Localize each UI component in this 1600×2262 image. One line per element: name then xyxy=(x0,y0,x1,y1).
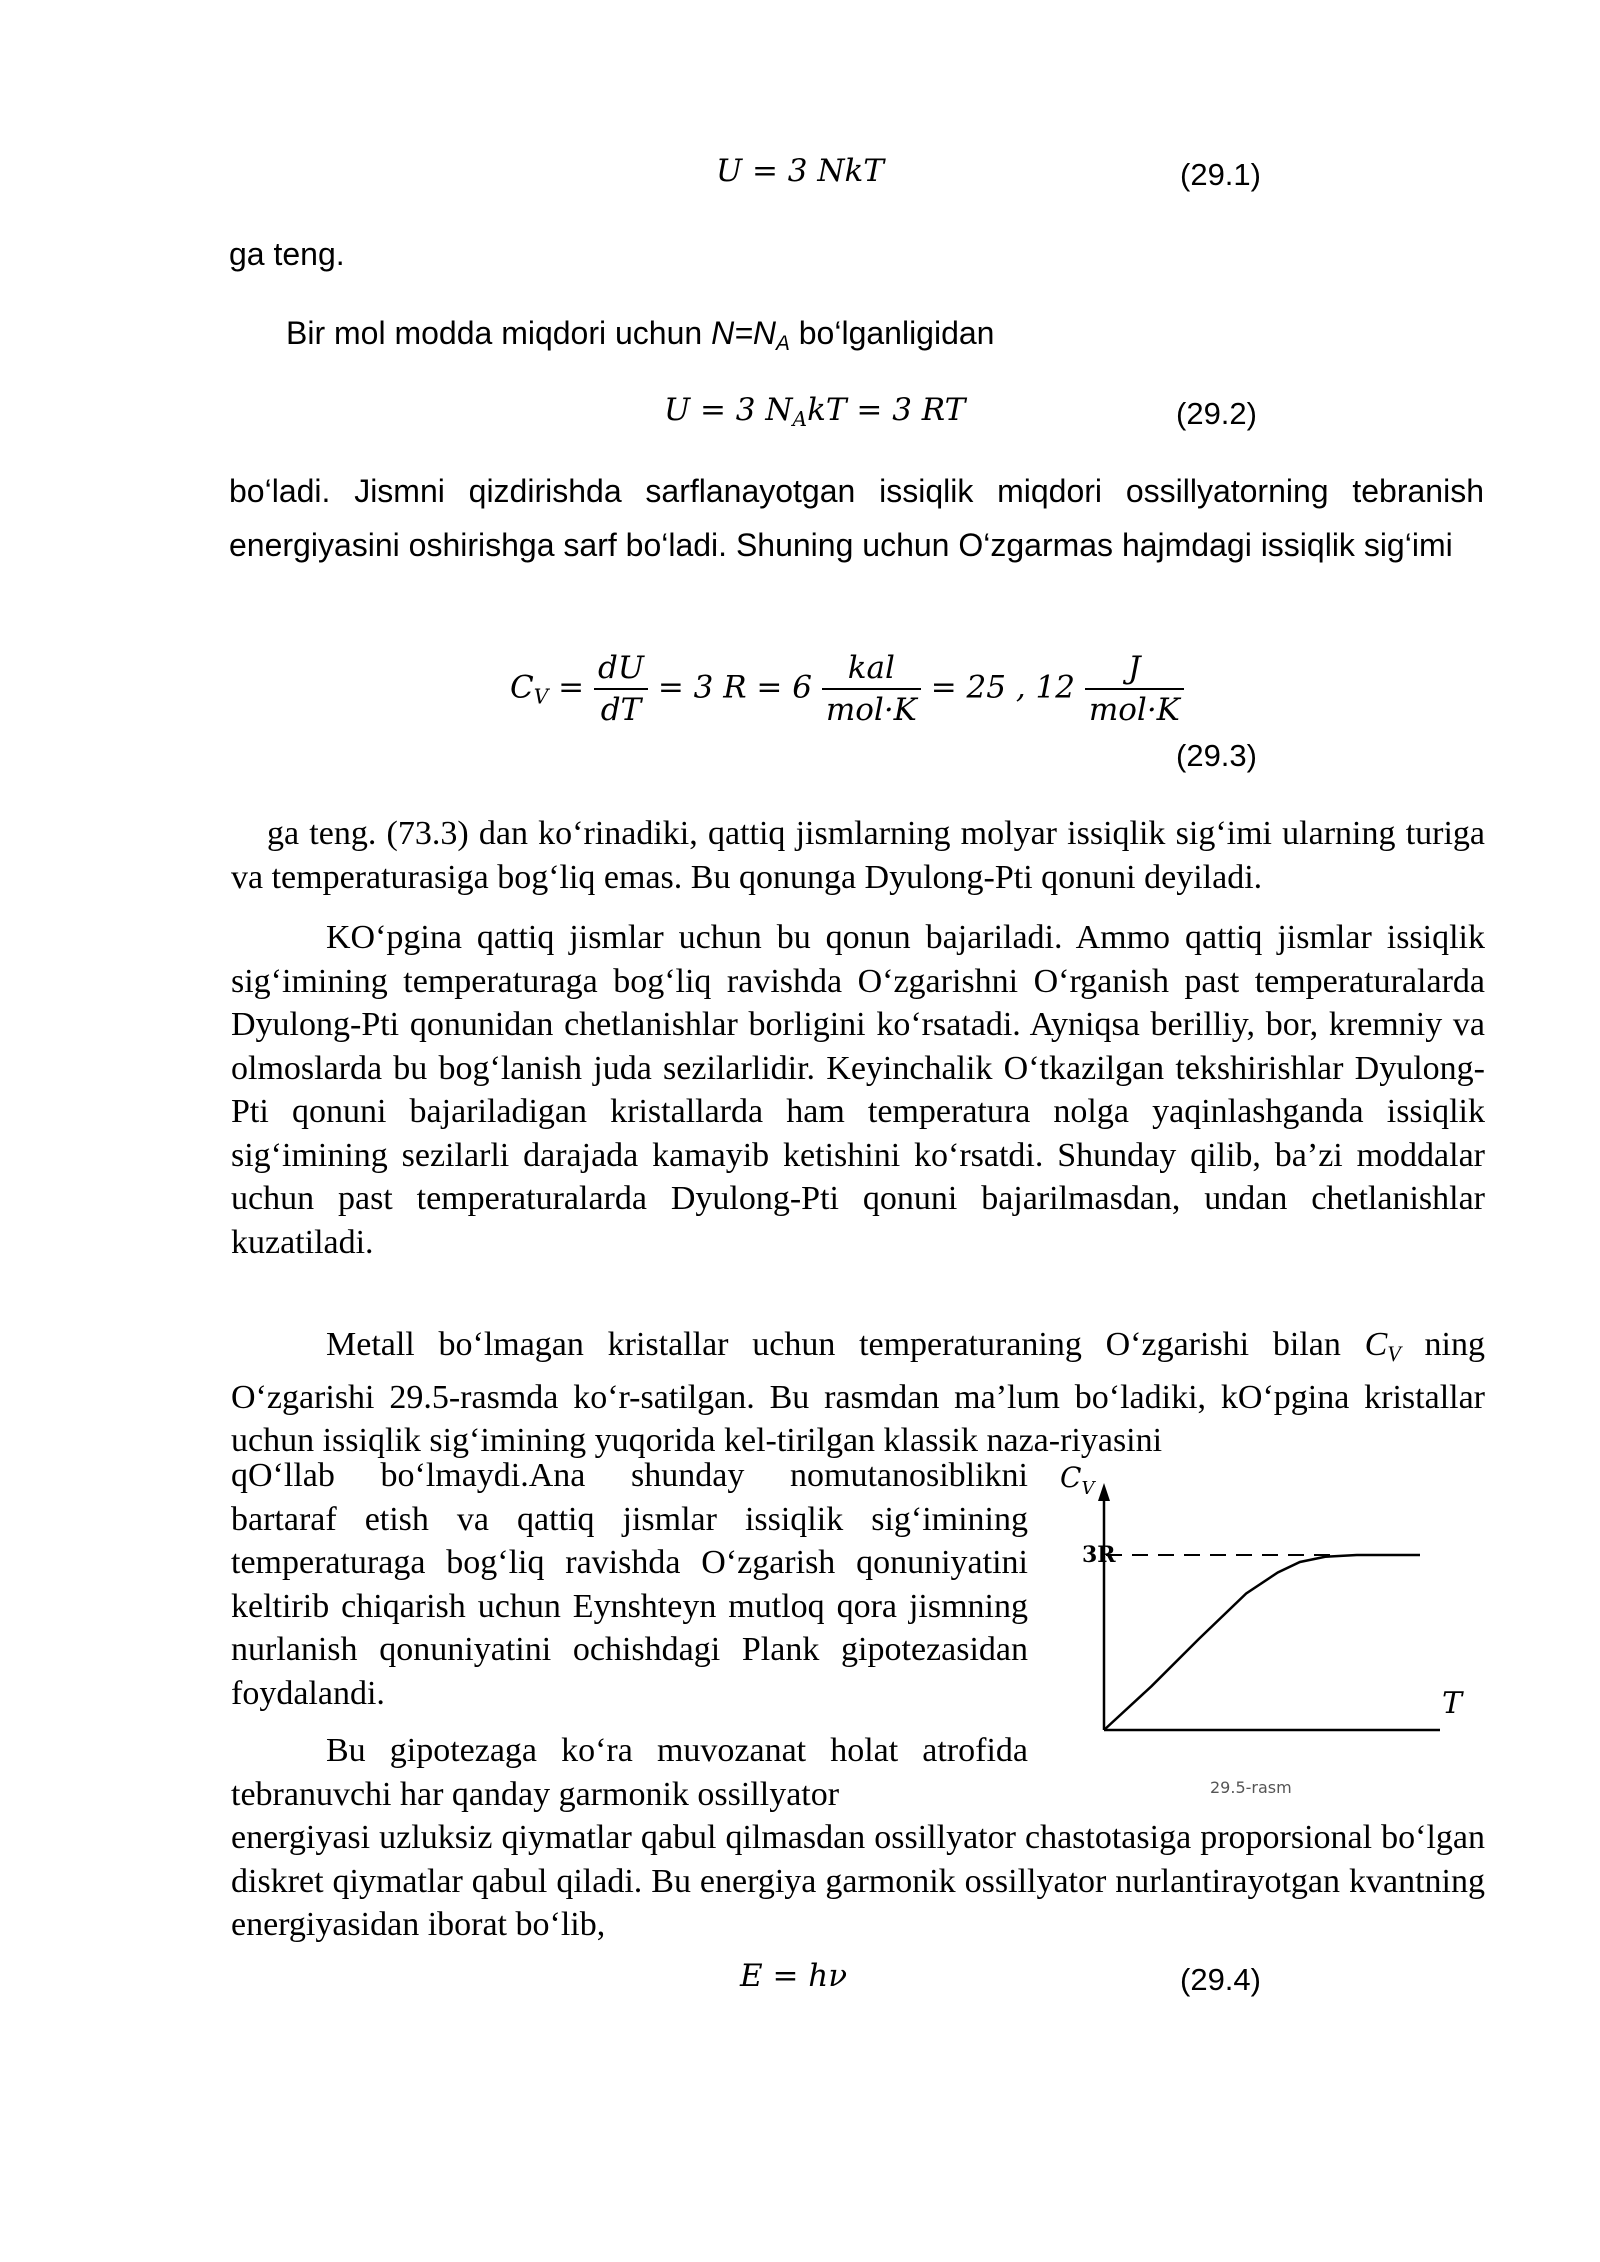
equation-29-2-part-b: kT = 3 RT xyxy=(807,392,966,428)
x-axis-label: T xyxy=(1442,1686,1463,1721)
figure-caption: 29.5-rasm xyxy=(1210,1778,1292,1797)
variable-cv: C xyxy=(1364,1326,1388,1363)
paragraph-metall-tail: ning O‘zgarishi 29.5-rasmda ko‘r-satilgan. Bu rasmdan ma’lum bo‘ladiki, kO‘pgina kristallar uchun issiqlik sig‘imining yuqorida kel-tirilgan klassik naza-riyasini xyxy=(231,1326,1485,1459)
equation-29-3-number: (29.3) xyxy=(1176,738,1257,773)
fraction-j xyxy=(1085,650,1184,728)
cv-curve xyxy=(1104,1555,1420,1730)
y-axis-arrow xyxy=(1098,1483,1110,1501)
y-axis-label xyxy=(1060,1461,1096,1499)
fraction-j-numerator: J xyxy=(1085,650,1184,690)
paragraph-metall-text: Metall bo‘lmagan kristallar uchun temperaturaning O‘zgarishi bilan xyxy=(326,1326,1365,1363)
paragraph-bir-mol xyxy=(286,306,994,371)
equation-29-3-lhs-subscript: V xyxy=(533,684,549,709)
equation-29-2-part-a: U = 3 N xyxy=(664,392,793,428)
paragraph-bir-mol-text: Bir mol modda miqdori uchun xyxy=(286,315,712,351)
paragraph-bu-gipotezaga: Bu gipotezaga ko‘ra muvozanat holat atrofida tebranuvchi har qanday garmonik ossillyator xyxy=(231,1732,1028,1813)
equation-29-2-subscript: A xyxy=(792,407,808,431)
fraction-kal xyxy=(822,650,921,728)
equation-29-2 xyxy=(664,392,965,431)
heat-capacity-figure xyxy=(1040,1455,1463,1800)
y-axis-label-sub: V xyxy=(1081,1478,1095,1499)
variable-n: N=N xyxy=(711,315,776,351)
equation-29-3-lhs: C xyxy=(510,669,534,706)
paragraph-ga-teng-73: ga teng. (73.3) dan ko‘rinadiki, qattiq jismlarning molyar issiqlik sig‘imi ularning turiga va temperaturasiga bog‘liq emas. Bu qonunga Dyulong-Pti qonuni deyiladi. xyxy=(231,815,1485,896)
equation-29-3-mid1: = 3 R = 6 xyxy=(657,669,812,706)
paragraph-qollab: qO‘llab bo‘lmaydi.Ana shunday nomutanosiblikni bartaraf etish va qattiq jismlar issiqlik sig‘imining temperaturaga bog‘liq ravishda O‘zgarish qonuniyatini keltirib chiqarish uchun Eynshteyn mutloq qora jismning nurlanish qonuniyatini ochishdagi Plank gipotezasidan foydalandi. xyxy=(231,1457,1028,1712)
variable-n-subscript: A xyxy=(775,332,790,355)
equation-29-1 xyxy=(716,153,884,189)
equation-29-3-equals: = xyxy=(558,669,585,706)
paragraph-kopgina: KO‘pgina qattiq jismlar uchun bu qonun bajariladi. Ammo qattiq jismlar issiqlik sig‘imining temperaturaga bog‘liq ravishda O‘zgarishni O‘rganish past temperaturalarda Dyulong-Pti qonunidan chetlanishlar borligini ko‘rsatadi. Ayniqsa berilliy, bor, kremniy va olmoslarda bu bog‘lanish juda sezilarlidir. Keyinchalik O‘tkazilgan tekshirishlar Dyulong-Pti qonuni bajariladigan kristallarda ham temperatura nolga yaqinlashganda issiqlik sig‘imining sezilarli darajada kamayib ketishini ko‘rsatdi. Shunday qilib, ba’zi moddalar uchun past temperaturalarda Dyulong-Pti qonuni bajarilmasdan, undan chetlanishlar kuzatiladi. xyxy=(231,919,1485,1261)
equation-29-2-number: (29.2) xyxy=(1176,396,1257,431)
equation-29-4-number: (29.4) xyxy=(1180,1962,1261,1997)
equation-29-4 xyxy=(740,1958,847,1994)
fraction-du-dt xyxy=(594,650,648,728)
paragraph-metall xyxy=(231,1323,1485,1463)
equation-29-1-text: U = 3 NkT xyxy=(716,153,884,189)
fraction-du-dt-numerator: dU xyxy=(594,650,648,690)
variable-cv-subscript: V xyxy=(1387,1341,1401,1366)
paragraph-boladi: bo‘ladi. Jismni qizdirishda sarflanayotgan issiqlik miqdori ossillyatorning tebranish energiyasini oshirishga sarf bo‘ladi. Shuning uchun O‘zgarmas hajmdagi issiqlik sig‘imi xyxy=(229,473,1484,563)
fraction-du-dt-denominator: dT xyxy=(600,692,642,728)
paragraph-bir-mol-tail: bo‘lganligidan xyxy=(789,315,995,351)
fraction-kal-numerator: kal xyxy=(822,650,921,690)
fraction-j-denominator: mol·K xyxy=(1088,692,1180,728)
paragraph-ga-teng: ga teng. xyxy=(229,236,345,272)
level-label-3r: 3R xyxy=(1082,1542,1116,1568)
paragraph-energiyasi: energiyasi uzluksiz qiymatlar qabul qilmasdan ossillyator chastotasiga proporsional bo‘lgan diskret qiymatlar qabul qiladi. Bu energiya garmonik ossillyator nurlantirayotgan kvantning energiyasidan iborat bo‘lib, xyxy=(231,1819,1485,1943)
equation-29-3 xyxy=(510,650,1184,728)
equation-29-1-number: (29.1) xyxy=(1180,157,1261,192)
y-axis-label-main: C xyxy=(1060,1461,1082,1494)
fraction-kal-denominator: mol·K xyxy=(825,692,917,728)
equation-29-3-mid2: = 25 , 12 xyxy=(930,669,1075,706)
equation-29-4-text: E = hν xyxy=(740,1958,848,1994)
